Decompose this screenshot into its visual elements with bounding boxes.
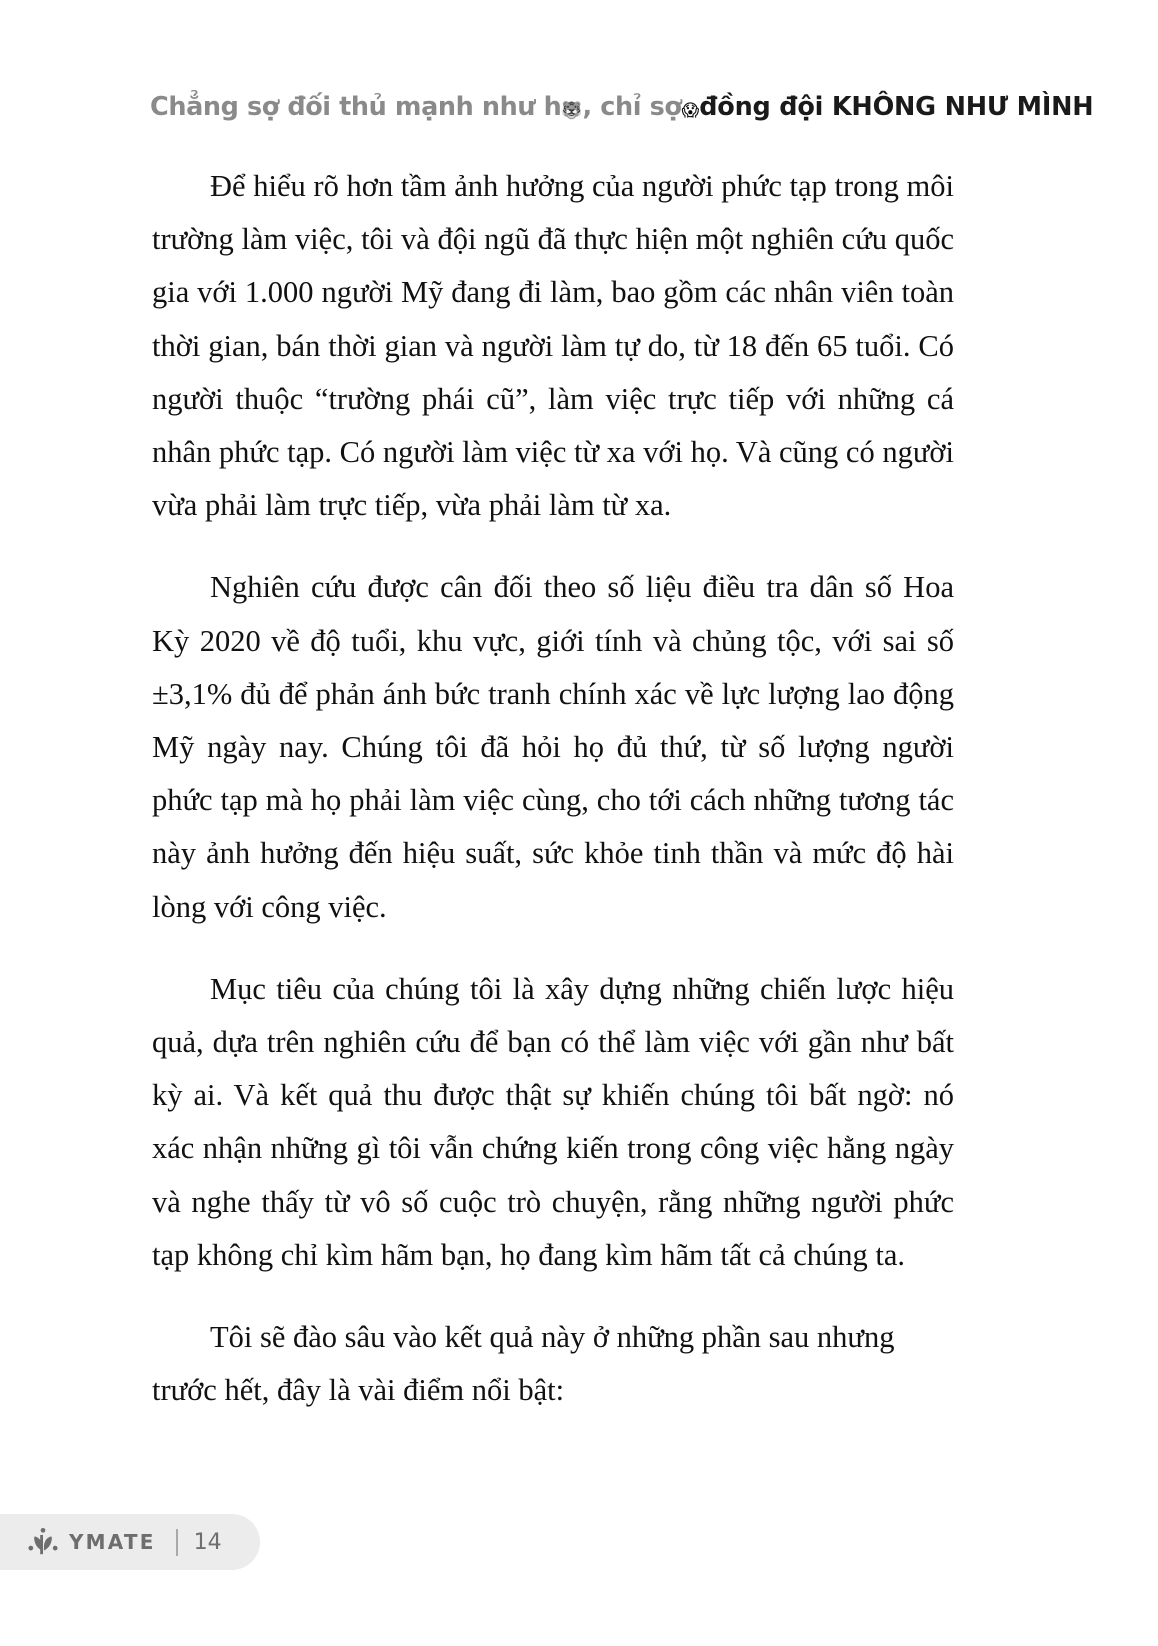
- running-header: [150, 92, 1094, 134]
- ymate-logo-icon: [28, 1527, 58, 1557]
- paragraph: Tôi sẽ đào sâu vào kết quả này ở những phần sau nhưng trước hết, đây là vài điểm nổi bật:: [152, 1320, 895, 1408]
- brand-name: YMATE: [69, 1530, 156, 1554]
- running-header-light-part1: Chẳng sợ đối thủ mạnh như h: [150, 92, 562, 122]
- paragraph: Để hiểu rõ hơn tầm ảnh hưởng của người phức tạp trong môi trường làm việc, tôi và đội ngũ đã thực hiện một nghiên cứu quốc gia với 1.000 người Mỹ đang đi làm, bao gồm các nhân viên toàn thời gian, bán thời gian và người làm tự do, từ 18 đến 65 tuổi. Có người thuộc “trường phái cũ”, làm việc trực tiếp với những cá nhân phức tạp. Có người làm việc từ xa với họ. Và cũng có người vừa phải làm trực tiếp, vừa phải làm từ xa.: [152, 169, 954, 523]
- page-number: 14: [193, 1529, 222, 1555]
- paragraph: Mục tiêu của chúng tôi là xây dựng những chiến lược hiệu quả, dựa trên nghiên cứu để bạn có thể làm việc với gần như bất kỳ ai. Và kết quả thu được thật sự khiến chúng tôi bất ngờ: nó xác nhận những gì tôi vẫn chứng kiến trong công việc hằng ngày và nghe thấy từ vô số cuộc trò chuyện, rằng những người phức tạp không chỉ kìm hãm bạn, họ đang kìm hãm tất cả chúng ta.: [152, 971, 954, 1272]
- body-text-column: [152, 160, 954, 1417]
- footer-pill: [0, 1514, 260, 1570]
- footer-divider: [176, 1529, 178, 1556]
- tiger-face-icon: 🐯: [561, 101, 583, 121]
- running-header-light-part2: , chỉ sợ: [582, 92, 682, 122]
- screaming-face-icon: 😱: [681, 101, 700, 121]
- paragraph: Nghiên cứu được cân đối theo số liệu điều tra dân số Hoa Kỳ 2020 về độ tuổi, khu vực, giới tính và chủng tộc, với sai số ±3,1% đủ để phản ánh bức tranh chính xác về lực lượng lao động Mỹ ngày nay. Chúng tôi đã hỏi họ đủ thứ, từ số lượng người phức tạp mà họ phải làm việc cùng, cho tới cách những tương tác này ảnh hưởng đến hiệu suất, sức khỏe tinh thần và mức độ hài lòng với công việc.: [152, 570, 954, 924]
- running-header-bold: đồng đội KHÔNG NHƯ MÌNH: [699, 92, 1094, 122]
